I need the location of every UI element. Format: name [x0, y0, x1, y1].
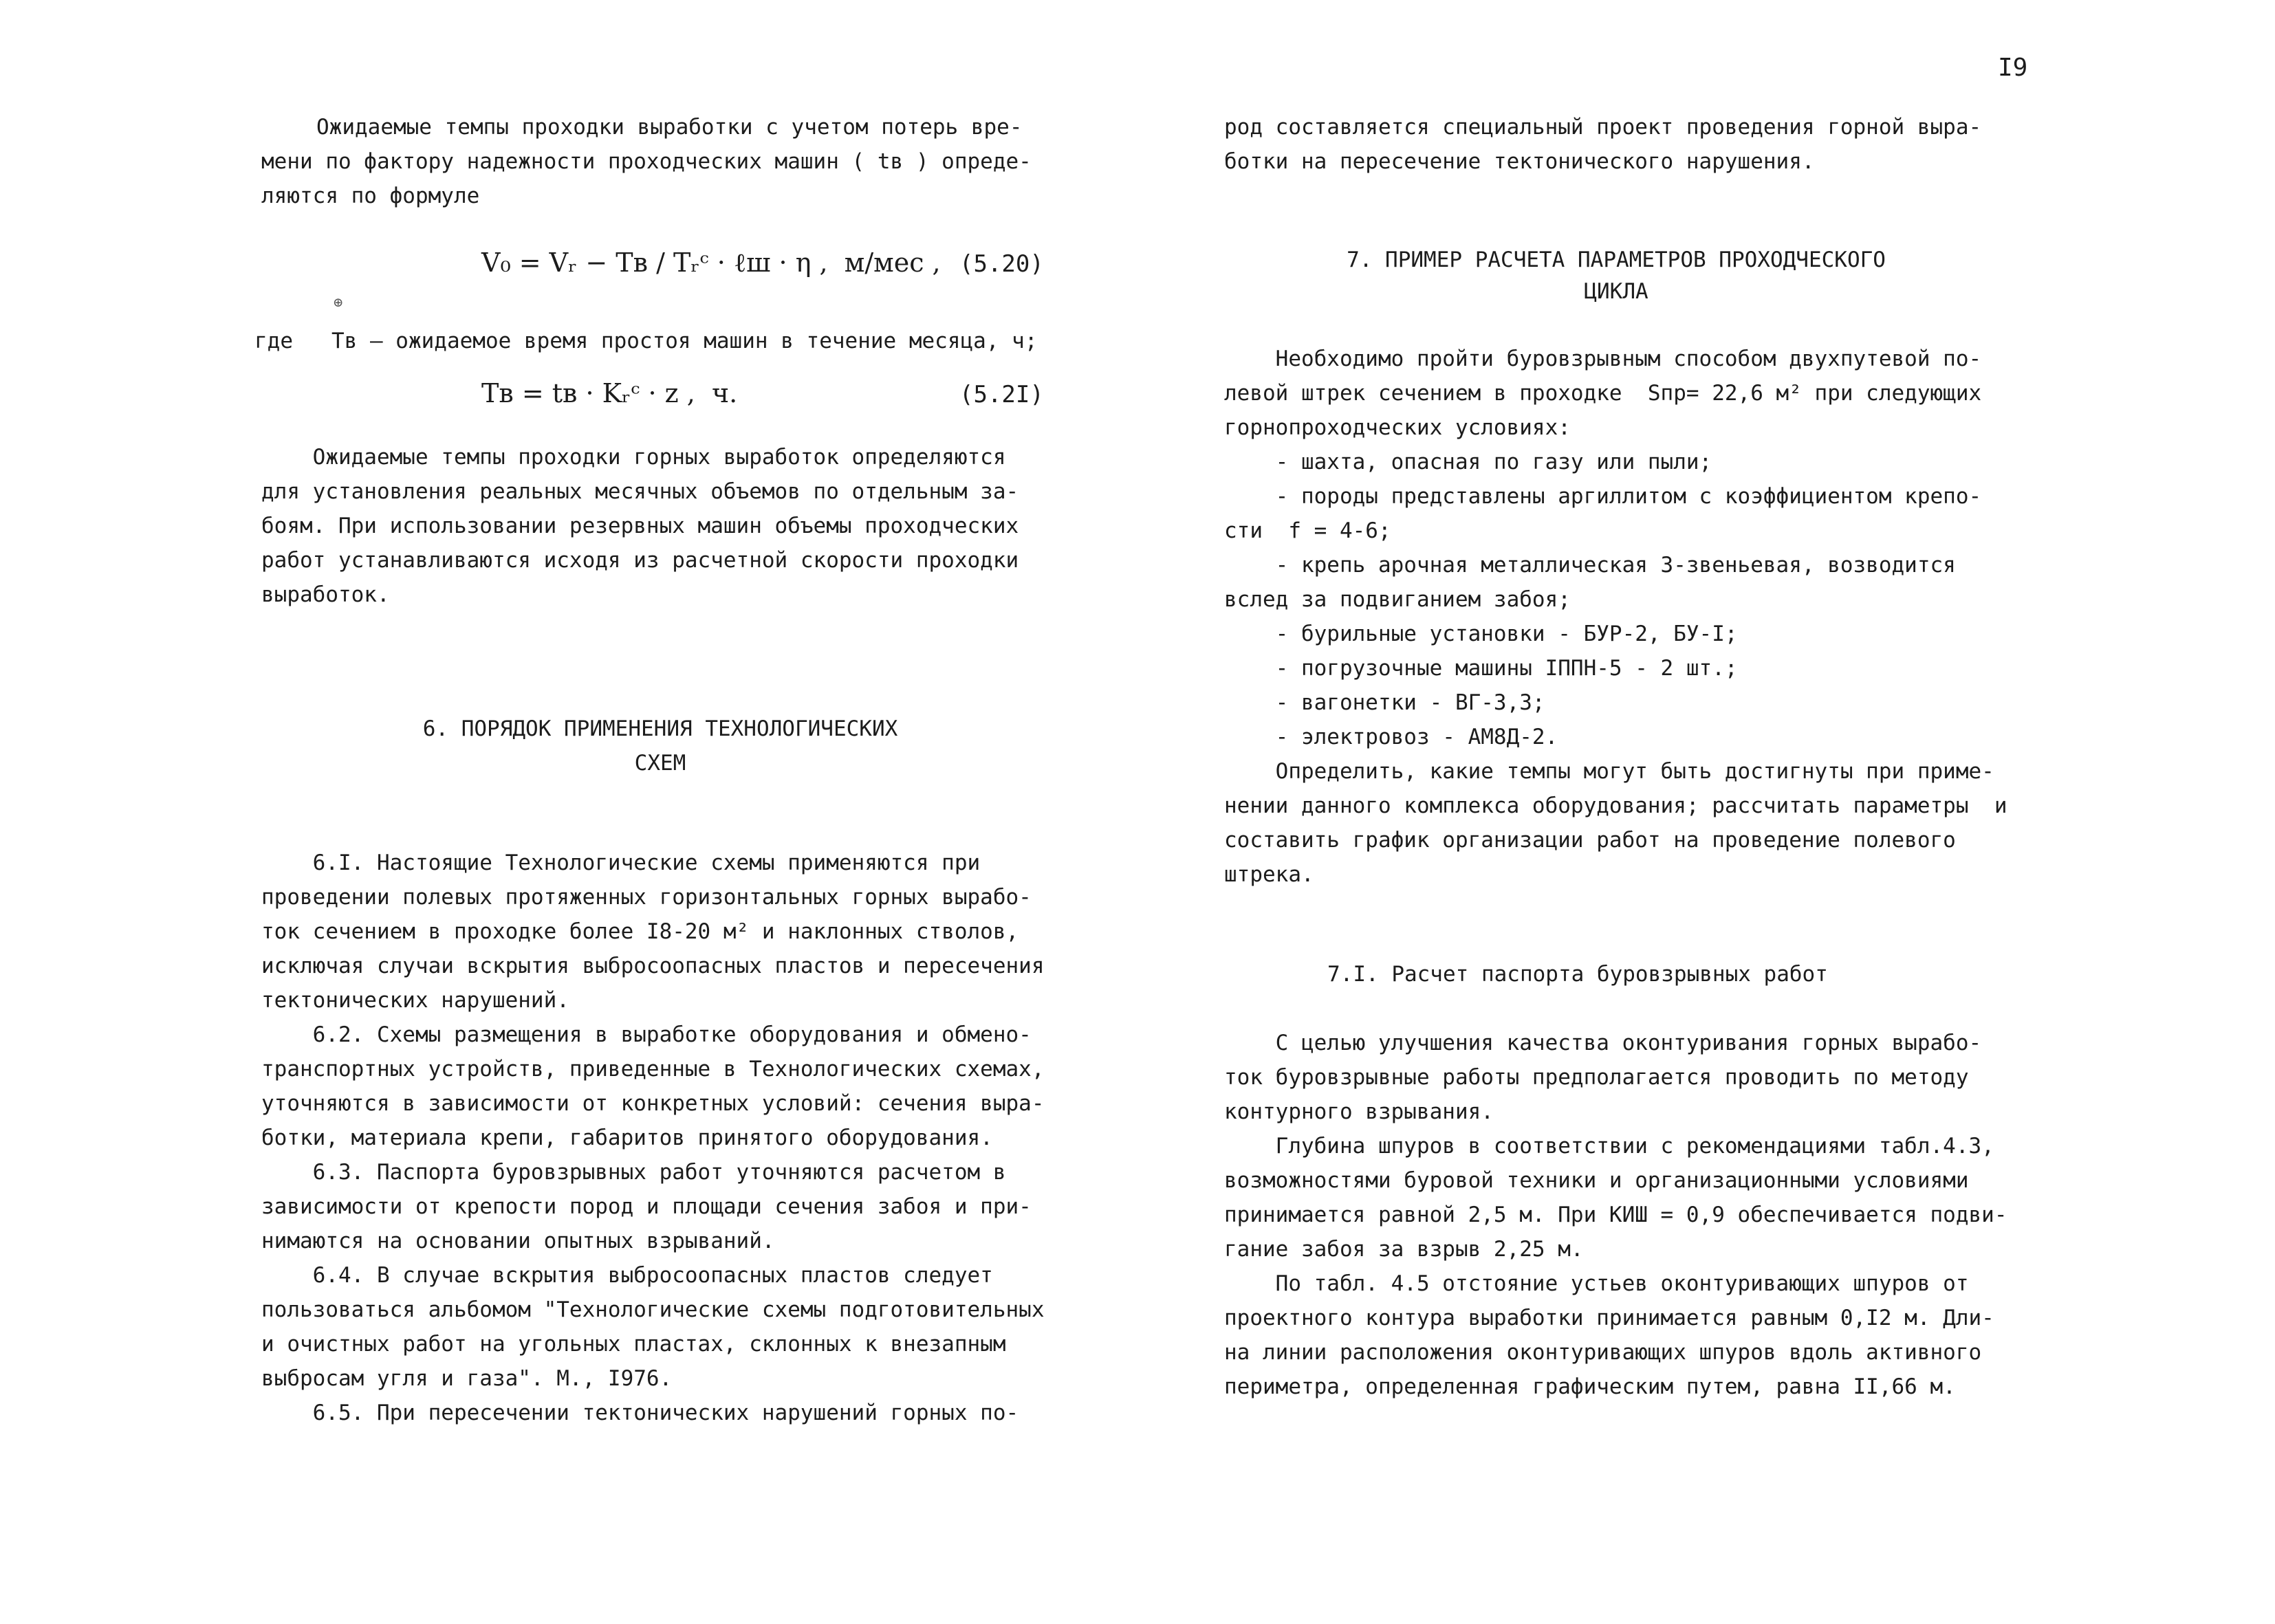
left-para1-line: ляются по формуле: [261, 184, 480, 208]
left-column-body: [261, 440, 1073, 1430]
where-definition: где Tв – ожидаемое время простоя машин в течение месяца, ч;: [254, 329, 1038, 353]
section-7-1-line: контурного взрывания.: [1224, 1099, 1494, 1124]
section-6-line: тектонических нарушений.: [261, 988, 569, 1013]
section-6-line: транспортных устройств, приведенные в Технологических схемах,: [261, 1057, 1045, 1082]
section-7-line: - электровоз - АМ8Д-2.: [1224, 725, 1558, 749]
left-para1-line: Ожидаемые темпы проходки выработки с учетом потерь вре-: [316, 115, 1023, 140]
section-7-line: штрека.: [1224, 862, 1314, 887]
section-7-1-heading: 7.I. Расчет паспорта буровзрывных работ: [1327, 962, 1828, 987]
section-6-line: выбросам угля и газа". М., I976.: [261, 1366, 673, 1391]
left-para1-line: мени по фактору надежности проходческих машин ( tв ) опреде-: [261, 149, 1032, 174]
section-7-1-line: С целью улучшения качества оконтуривания горных вырабо-: [1224, 1031, 1982, 1055]
formula-5-21: Tв = tв · Kᵣᶜ · z , ч.: [481, 378, 738, 408]
section-7-1-line: гание забоя за взрыв 2,25 м.: [1224, 1237, 1584, 1262]
section-6-line: нимаются на основании опытных взрываний.: [261, 1229, 775, 1253]
left-para2-line: для установления реальных месячных объемов по отдельным за-: [261, 479, 1019, 504]
section-6-line: ток сечением в проходке более I8-20 м² и наклонных стволов,: [261, 919, 1019, 944]
section-7-1-line: на линии расположения оконтуривающих шпуров вдоль активного: [1224, 1340, 1982, 1365]
section-6-heading: 6. ПОРЯДОК ПРИМЕНЕНИЯ ТЕХНОЛОГИЧЕСКИХ СХЕМ: [422, 716, 898, 776]
section-7-line: горнопроходческих условиях:: [1224, 415, 1571, 440]
section-6-line: зависимости от крепости пород и площади сечения забоя и при-: [261, 1194, 1032, 1219]
section-6-line: исключая случаи вскрытия выбросоопасных пластов и пересечения: [261, 954, 1045, 978]
section-7-line: Определить, какие темпы могут быть достигнуты при приме-: [1224, 759, 1994, 784]
section-7-line: Необходимо пройти буровзрывным способом двухпутевой по-: [1224, 347, 1982, 371]
section-6-line: 6.5. При пересечении тектонических нарушений горных по-: [261, 1401, 1019, 1425]
section-7-line: вслед за подвиганием забоя;: [1224, 587, 1571, 612]
section-7-line: - шахта, опасная по газу или пыли;: [1224, 450, 1712, 474]
section-7-line: - бурильные установки - БУР-2, БУ-I;: [1224, 622, 1738, 646]
left-para2-line: работ устанавливаются исходя из расчетной скорости проходки: [261, 548, 1019, 573]
section-6-line: и очистных работ на угольных пластах, склонных к внезапным: [261, 1332, 1006, 1357]
formula-5-21-number: (5.2I): [959, 381, 1044, 408]
section-6-line: 6.2. Схемы размещения в выработке оборудования и обмено-: [261, 1022, 1032, 1047]
section-7-line: левой штрек сечением в проходке Sпр= 22,6 м² при следующих: [1224, 381, 1982, 406]
left-para2-line: выработок.: [261, 582, 390, 607]
formula-5-20-number: (5.20): [959, 250, 1044, 278]
section-7-line: - породы представлены аргиллитом с коэффициентом крепо-: [1224, 484, 1982, 509]
section-7-line: нении данного комплекса оборудования; рассчитать параметры и: [1224, 793, 2007, 818]
section-7-1-line: проектного контура выработки принимается равным 0,I2 м. Дли-: [1224, 1306, 1994, 1330]
section-7-heading: 7. ПРИМЕР РАСЧЕТА ПАРАМЕТРОВ ПРОХОДЧЕСКОГО ЦИКЛА: [1347, 248, 1886, 304]
section-7-1-line: По табл. 4.5 отстояние устьев оконтуривающих шпуров от: [1224, 1271, 1969, 1296]
section-7-line: составить график организации работ на проведение полевого: [1224, 828, 1956, 853]
section-7-line: - вагонетки - ВГ-3,3;: [1224, 690, 1545, 715]
right-column: [1224, 110, 2036, 1404]
section-7-1-line: принимается равной 2,5 м. При КИШ = 0,9 обеспечивается подви-: [1224, 1203, 2007, 1227]
section-6-line: уточняются в зависимости от конкретных условий: сечения выра-: [261, 1091, 1045, 1116]
section-7-line: сти f = 4-6;: [1224, 518, 1391, 543]
section-7-1-line: ток буровзрывные работы предполагается проводить по методу: [1224, 1065, 1969, 1090]
section-7-line: - крепь арочная металлическая 3-звеньевая, возводится: [1224, 553, 1956, 578]
section-6-line: проведении полевых протяженных горизонтальных горных вырабо-: [261, 885, 1032, 910]
section-6-line: 6.4. В случае вскрытия выбросоопасных пластов следует: [261, 1263, 993, 1288]
left-column: [261, 110, 1073, 213]
section-6-line: 6.I. Настоящие Технологические схемы применяются при: [261, 851, 981, 875]
page-number: I9: [1998, 54, 2028, 82]
section-7-1-line: Глубина шпуров в соответствии с рекомендациями табл.4.3,: [1224, 1134, 1994, 1159]
section-6-line: пользоваться альбомом "Технологические схемы подготовительных: [261, 1297, 1045, 1322]
section-7-line: - погрузочные машины IППН-5 - 2 шт.;: [1224, 656, 1738, 681]
margin-mark: ⊕: [334, 294, 343, 311]
right-para1-line: род составляется специальный проект проведения горной выра-: [1224, 115, 1982, 140]
section-6-line: 6.3. Паспорта буровзрывных работ уточняются расчетом в: [261, 1160, 1006, 1185]
left-para2-line: боям. При использовании резервных машин объемы проходческих: [261, 514, 1019, 538]
section-6-line: ботки, материала крепи, габаритов принятого оборудования.: [261, 1126, 993, 1150]
left-para2-line: Ожидаемые темпы проходки горных выработок определяются: [261, 445, 1006, 470]
formula-5-20: V₀ = Vᵣ − Tв / Tᵣᶜ · ℓш · η , м/мес ,: [481, 248, 941, 278]
section-7-1-line: возможностями буровой техники и организационными условиями: [1224, 1168, 1969, 1193]
right-para1-line: ботки на пересечение тектонического нарушения.: [1224, 149, 1815, 174]
section-7-1-line: периметра, определенная графическим путем, равна II,66 м.: [1224, 1374, 1956, 1399]
